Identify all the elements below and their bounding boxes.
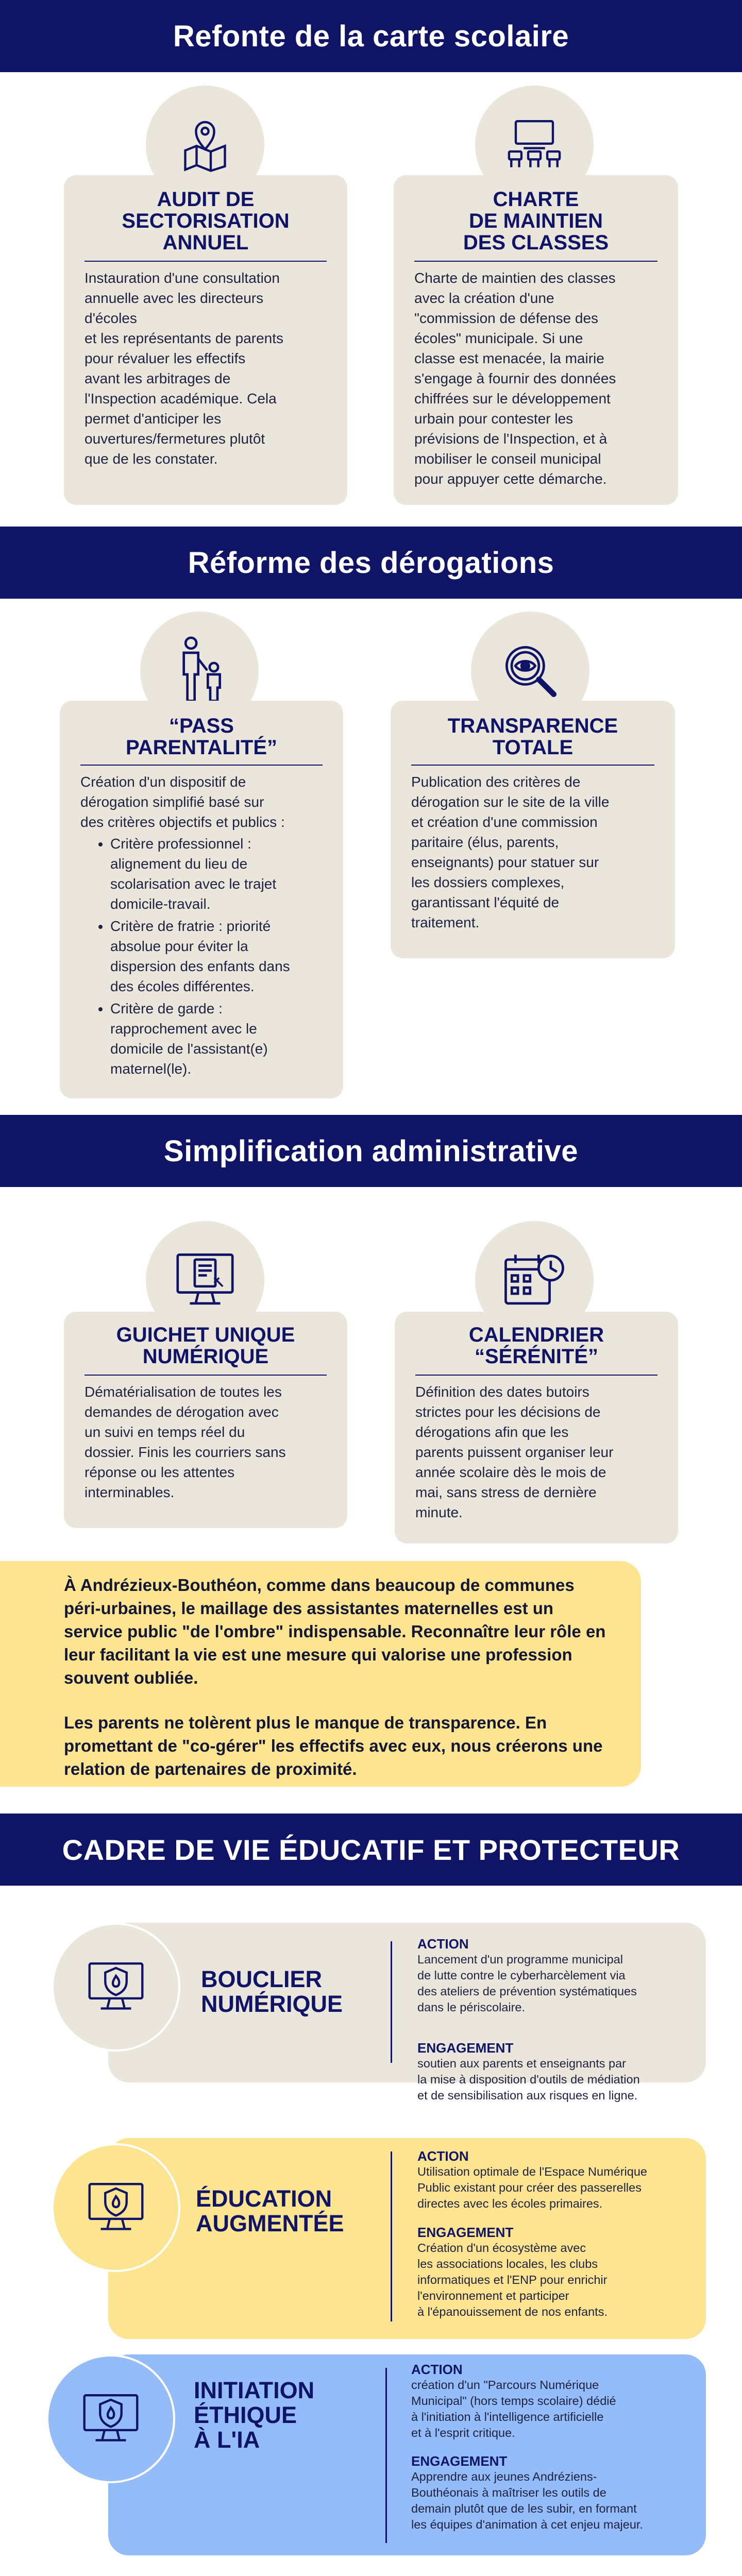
- card-title: TRANSPARENCE TOTALE: [447, 715, 618, 759]
- card-body: Définition des dates butoirs strictes pour les décisions de dérogations afin que les parents puissent organiser leur année scolaire dès le mois de mai, sans stress de dernière minute.: [415, 1384, 614, 1520]
- card-title: CHARTE DE MAINTIEN DES CLASSES: [463, 188, 609, 254]
- callout-box: [0, 1561, 641, 1787]
- pillar-title: BOUCLIER NUMÉRIQUE: [201, 1966, 343, 2017]
- divider: [80, 765, 323, 766]
- list-item: [110, 834, 337, 914]
- list-item: [110, 916, 337, 996]
- criteria-list: [91, 834, 337, 1081]
- classroom-icon: [503, 116, 565, 173]
- computer-shield-icon: [85, 2179, 147, 2236]
- action-text: Lancement d'un programme municipal de lutte contre le cyberharcèlement via des ateliers de prévention systématiques dans le périscolaire.: [417, 1953, 637, 2014]
- list-item-text: Critère professionnel : alignement du lieu de scolarisation avec le trajet domicile-travail.: [110, 836, 277, 912]
- card-title: GUICHET UNIQUE NUMÉRIQUE: [116, 1324, 295, 1368]
- engagement-text: Apprendre aux jeunes Andréziens- Bouthéonais à maîtriser les outils de demain plutôt que de les subir, en formant les équipes d'animation à cet enjeu majeur.: [411, 2470, 643, 2531]
- engagement-text: soutien aux parents et enseignants par la mise à disposition d'outils de médiation et de sensibilisation aux risques en ligne.: [417, 2057, 640, 2102]
- action-label: ACTION: [417, 1936, 469, 1952]
- divider: [85, 261, 327, 262]
- divider: [411, 765, 654, 766]
- section-banner-derogations: [0, 527, 742, 599]
- pillar-education-augmentee: [52, 2138, 706, 2339]
- card-guichet-unique: [64, 1312, 347, 1528]
- callout-paragraph: Les parents ne tolèrent plus le manque de transparence. En promettant de "co-gérer" les effectifs avec eux, nous créerons une relation de partenaires de proximité.: [64, 1713, 603, 1778]
- computer-document-icon: [172, 1249, 239, 1311]
- card-intro: Création d'un dispositif de dérogation simplifié basé sur des critères objectifs et publics :: [80, 774, 285, 830]
- pillar-initiation-ethique-ia: [52, 2354, 706, 2555]
- card-body: Publication des critères de dérogation sur le site de la ville et création d'une commission paritaire (élus, parents, enseignants) pour statuer sur les dossiers complexes, garantissant l'équité de traitement.: [411, 774, 610, 930]
- card-body: Dématérialisation de toutes les demandes de dérogation avec un suivi en temps réel du dossier. Finis les courriers sans réponse ou les attentes interminables.: [85, 1384, 286, 1500]
- engagement-label: ENGAGEMENT: [411, 2453, 508, 2469]
- section-title: CADRE DE VIE ÉDUCATIF ET PROTECTEUR: [62, 1833, 680, 1866]
- divider: [415, 1375, 657, 1376]
- section-banner-simplification: [0, 1115, 742, 1187]
- section-banner-cadre-de-vie: [0, 1814, 742, 1886]
- computer-shield-icon: [80, 2391, 142, 2447]
- calendar-clock-icon: [501, 1249, 568, 1311]
- divider: [414, 261, 657, 262]
- card-body: Instauration d'une consultation annuelle avec les directeurs d'écoles et les représentants de parents pour révaluer les effectifs avant les arbitrages de l'Inspection académique. Cela permet d'anticiper les ouvertures/fermetures plutôt que de les constater.: [85, 270, 284, 467]
- card-transparence: [391, 701, 675, 958]
- computer-shield-icon: [85, 1959, 147, 2015]
- callout-paragraph: À Andrézieux-Bouthéon, comme dans beaucoup de communes péri-urbaines, le maillage des assistantes maternelles est un service public "de l'ombre" indispensable. Reconnaître leur rôle en leur facilitant la vie est une mesure qui valorise une profession souvent oubliée.: [64, 1575, 606, 1687]
- map-pin-icon: [177, 116, 233, 173]
- pillar-title: INITIATION ÉTHIQUE À L'IA: [194, 2377, 315, 2453]
- action-text: Utilisation optimale de l'Espace Numérique Public existant pour créer des passerelles directes avec les écoles primaires.: [417, 2165, 647, 2210]
- icon-badge: [52, 2143, 180, 2272]
- icon-badge: [52, 1923, 180, 2052]
- section-title: Simplification administrative: [163, 1134, 579, 1168]
- engagement-text: Création d'un écosystème avec les associations locales, les clubs informatiques et l'ENP pour enrichir l'environnement et participer à l'épanouissement de nos enfants.: [417, 2241, 608, 2318]
- list-item: [110, 998, 337, 1079]
- card-body: Charte de maintien des classes avec la création d'une "commission de défense des écoles" municipale. Si une classe est menacée, la mairie s'engage à fournir des données chiffrées sur le développement urbain pour contester les prévisions de l'Inspection, et à mobiliser le conseil municipal pour appuyer cette démarche.: [414, 270, 616, 487]
- list-item-text: Critère de garde : rapprochement avec le domicile de l'assistant(e) maternel(le).: [110, 1001, 268, 1077]
- action-text: création d'un "Parcours Numérique Municipal" (hors temps scolaire) dédié à l'initiation à l'intelligence artificielle et à l'esprit critique.: [411, 2378, 616, 2439]
- section-title: Refonte de la carte scolaire: [173, 19, 569, 53]
- engagement-label: ENGAGEMENT: [417, 2225, 514, 2240]
- card-charte-maintien: [394, 175, 678, 505]
- card-pass-parentalite: [60, 701, 343, 1098]
- divider: [391, 1941, 392, 2063]
- pillar-title: ÉDUCATION AUGMENTÉE: [196, 2185, 344, 2236]
- section-title: Réforme des dérogations: [188, 546, 554, 580]
- card-calendrier-serenite: [395, 1312, 678, 1544]
- card-audit-sectorisation: [64, 175, 347, 505]
- magnifier-eye-icon: [499, 640, 561, 702]
- card-title: AUDIT DE SECTORISATION ANNUEL: [122, 188, 290, 254]
- divider: [391, 2151, 392, 2321]
- action-label: ACTION: [417, 2148, 469, 2164]
- icon-badge: [46, 2354, 175, 2483]
- section-banner-carte-scolaire: [0, 0, 742, 72]
- divider: [85, 1375, 327, 1376]
- engagement-label: ENGAGEMENT: [417, 2040, 514, 2056]
- action-label: ACTION: [411, 2362, 463, 2377]
- card-title: “PASS PARENTALITÉ”: [125, 715, 278, 759]
- card-title: CALENDRIER “SÉRÉNITÉ”: [468, 1324, 604, 1368]
- parent-child-icon: [168, 635, 230, 707]
- list-item-text: Critère de fratrie : priorité absolue pour éviter la dispersion des enfants dans des écoles différentes.: [110, 918, 290, 994]
- pillar-bouclier-numerique: [52, 1923, 706, 2102]
- divider: [385, 2368, 387, 2543]
